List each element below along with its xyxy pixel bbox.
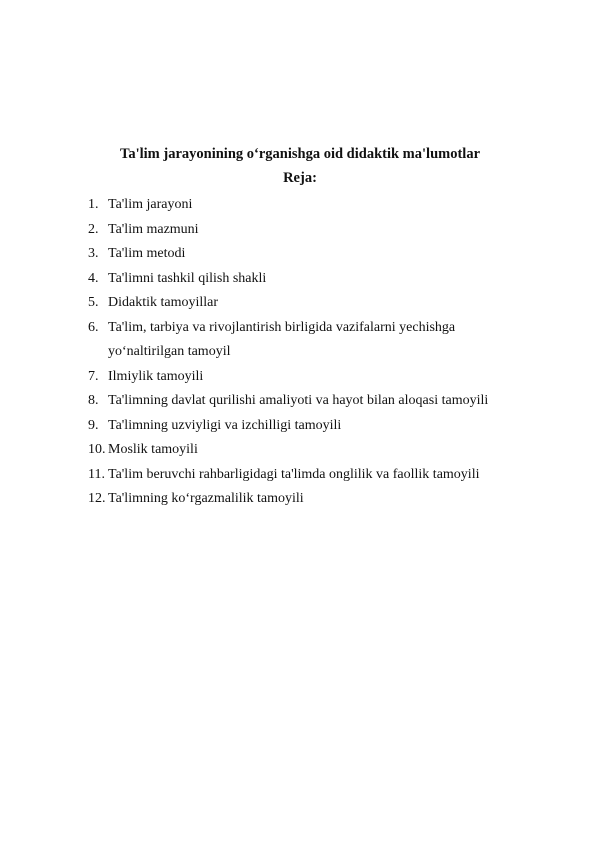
- list-item-text: Ta'lim mazmuni: [108, 221, 199, 237]
- list-item-number: 3.: [88, 246, 99, 261]
- list-item-text: Moslik tamoyili: [108, 442, 198, 457]
- list-item-text: Didaktik tamoyillar: [108, 295, 219, 310]
- plan-list: [88, 193, 548, 512]
- plan-heading: Reja:: [283, 170, 317, 186]
- list-item: [88, 389, 548, 414]
- list-item-number: 4.: [88, 270, 99, 286]
- list-item-text: Ta'lim, tarbiya va rivojlantirish birligida vazifalarni yechishga: [108, 319, 456, 335]
- list-item-text: Ta'limning uzviyligi va izchilligi tamoyili: [108, 417, 342, 433]
- list-item-number: 10.: [88, 442, 106, 457]
- list-item: [88, 487, 548, 512]
- list-item: [88, 267, 548, 292]
- list-item-text: Ta'limning ko‘rgazmalilik tamoyili: [108, 491, 304, 506]
- list-item: [88, 193, 548, 218]
- list-item-text: Ta'lim jarayoni: [108, 197, 193, 212]
- list-item-text: Ta'limni tashkil qilish shakli: [108, 270, 267, 286]
- list-item: [88, 291, 548, 316]
- list-item-number: 5.: [88, 295, 99, 310]
- list-item-text: Ilmiylik tamoyili: [108, 368, 204, 384]
- list-item-text: Ta'lim beruvchi rahbarligidagi ta'limda onglilik va faollik tamoyili: [108, 466, 480, 482]
- list-item: [88, 316, 548, 365]
- list-item-text: Ta'lim metodi: [108, 246, 186, 261]
- list-item: [88, 365, 548, 390]
- page-title: Ta'lim jarayonining o‘rganishga oid didaktik ma'lumotlar: [119, 146, 480, 162]
- list-item-text: Ta'limning davlat qurilishi amaliyoti va hayot bilan aloqasi tamoyili: [108, 393, 489, 408]
- list-item: [88, 463, 548, 488]
- list-item-number: 1.: [88, 197, 99, 212]
- list-item-number: 11.: [88, 466, 105, 482]
- list-item-number: 2.: [88, 221, 99, 237]
- list-item-number: 8.: [88, 393, 99, 408]
- list-item-number: 12.: [88, 491, 106, 506]
- list-item: [88, 414, 548, 439]
- list-item-number: 9.: [88, 417, 99, 433]
- list-item-number: 7.: [88, 368, 99, 384]
- list-item-number: 6.: [88, 319, 99, 335]
- list-item: [88, 218, 548, 243]
- list-item-text-continued: yo‘naltirilgan tamoyil: [108, 344, 231, 359]
- list-item: [88, 438, 548, 463]
- list-item: [88, 242, 548, 267]
